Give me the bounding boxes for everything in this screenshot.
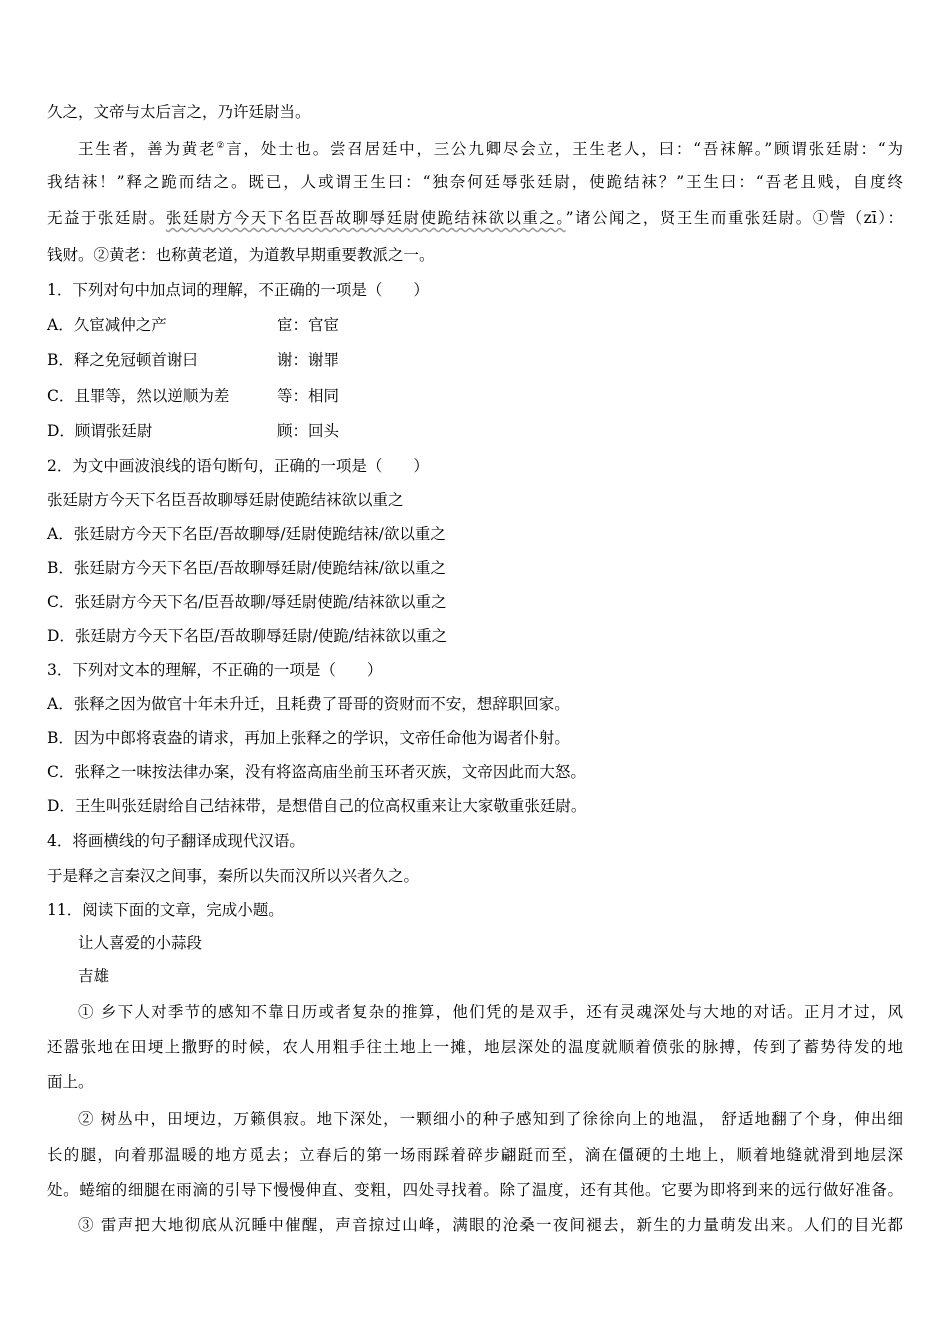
passage-line: 久之，文帝与太后言之，乃许廷尉当。 — [47, 103, 311, 121]
q2-option-b: B．张廷尉方今天下名臣/吾故聊辱廷尉/使跪结袜/欲以重之 — [47, 559, 447, 577]
q1-stem: 1．下列对句中加点词的理解，不正确的一项是（ ） — [47, 281, 429, 299]
passage-line: 钱财。②黄老：也称黄老道，为道教早期重要教派之一。 — [47, 246, 435, 264]
option-text: D．顾谓张廷尉 — [47, 422, 153, 440]
q1-option-b — [47, 350, 903, 370]
q2-sentence: 张廷尉方今天下名臣吾故聊辱廷尉使跪结袜欲以重之 — [47, 491, 404, 509]
q4-stem: 4．将画横线的句子翻译成现代汉语。 — [47, 832, 305, 850]
text: 言，处士也。尝召居廷中，三公九卿尽会立，王生老人，曰：“吾袜解。”顾谓张廷尉：“为 — [226, 140, 903, 159]
option-text: C．且罪等，然以逆顺为差 — [47, 387, 230, 405]
q3-option-a: A．张释之因为做官十年未升迁，且耗费了哥哥的资财而不安，想辞职回家。 — [47, 695, 570, 713]
q3-stem: 3．下列对文本的理解，不正确的一项是（ ） — [47, 661, 383, 679]
article-line: 长的腿，向着那温暖的地方觅去；立春后的第一场雨踩着碎步翩跹而至，滴在僵硬的土地上，顺着地缝就滑到地层深 — [47, 1146, 903, 1164]
option-gloss: 宦：官宦 — [277, 316, 340, 334]
article-line: 面上。 — [47, 1073, 94, 1091]
option-gloss: 等：相同 — [277, 387, 340, 405]
q2-stem: 2．为文中画波浪线的语句断句，正确的一项是（ ） — [47, 457, 429, 475]
option-text: B．释之免冠顿首谢曰 — [47, 351, 198, 369]
q11-stem: 11．阅读下面的文章，完成小题。 — [47, 901, 284, 919]
wavy-underlined-sentence: 张廷尉方今天下名臣吾故聊辱廷尉使跪结袜欲以重之。 — [165, 209, 566, 227]
passage-line — [78, 136, 903, 159]
text: 无益于张廷尉。 — [47, 209, 166, 227]
article-line: 处。蜷缩的细腿在雨滴的引导下慢慢伸直、变粗，四处寻找着。除了温度，还有其他。它要为即将到来的远行做好准备。 — [47, 1181, 903, 1199]
article-line: ② 树丛中，田埂边，万籁俱寂。地下深处，一颗细小的种子感知到了徐徐向上的地温， 舒适地翻了个身，伸出细 — [78, 1110, 903, 1128]
text: 王生者，善为黄老 — [78, 140, 217, 159]
footnote-mark: ② — [216, 141, 227, 151]
option-gloss: 谢：谢罪 — [277, 351, 340, 369]
article-author: 吉雄 — [78, 967, 110, 985]
q3-option-c: C．张释之一味按法律办案，没有将盗高庙坐前玉环者灭族，文帝因此而大怒。 — [47, 763, 586, 781]
q1-option-a — [47, 315, 903, 335]
article-line: ① 乡下人对季节的感知不靠日历或者复杂的推算，他们凭的是双手，还有灵魂深处与大地的对话。正月才过，风 — [78, 1003, 903, 1021]
passage-line: 我结袜！”释之跪而结之。既已，人或谓王生曰：“独奈何廷辱张廷尉，使跪结袜？”王生曰：“吾老且贱，自度终 — [47, 173, 903, 191]
q2-option-d: D．张廷尉方今天下名臣/吾故聊辱廷尉/使跪/结袜欲以重之 — [47, 627, 448, 645]
q1-option-d — [47, 421, 903, 441]
option-text: A．久宦减仲之产 — [47, 316, 167, 334]
article-line: 还嚣张地在田埂上撒野的时候，农人用粗手往土地上一摊，地层深处的温度就顺着偾张的脉搏，传到了蓄势待发的地 — [47, 1038, 903, 1056]
q3-option-b: B．因为中郎将袁盎的请求，再加上张释之的学识，文帝任命他为谒者仆射。 — [47, 729, 570, 747]
option-gloss: 顾：回头 — [277, 422, 340, 440]
q2-option-c: C．张廷尉方今天下名/臣吾故聊/辱廷尉使跪/结袜欲以重之 — [47, 593, 447, 611]
text: ”诸公闻之，贤王生而重张廷尉。①訾（zī）： — [565, 209, 903, 227]
passage-line — [47, 208, 903, 228]
q4-sentence: 于是释之言秦汉之间事，秦所以失而汉所以兴者久之。 — [47, 867, 420, 885]
q3-option-d: D．王生叫张廷尉给自己结袜带，是想借自己的位高权重来让大家敬重张廷尉。 — [47, 797, 587, 815]
q2-option-a: A．张廷尉方今天下名臣/吾故聊辱/廷尉使跪结袜/欲以重之 — [47, 525, 446, 543]
article-title: 让人喜爱的小蒜段 — [78, 934, 203, 952]
q1-option-c — [47, 386, 903, 406]
article-line: ③ 雷声把大地彻底从沉睡中催醒，声音掠过山峰，满眼的沧桑一夜间褪去，新生的力量萌发出来。人们的目光都 — [78, 1216, 903, 1234]
